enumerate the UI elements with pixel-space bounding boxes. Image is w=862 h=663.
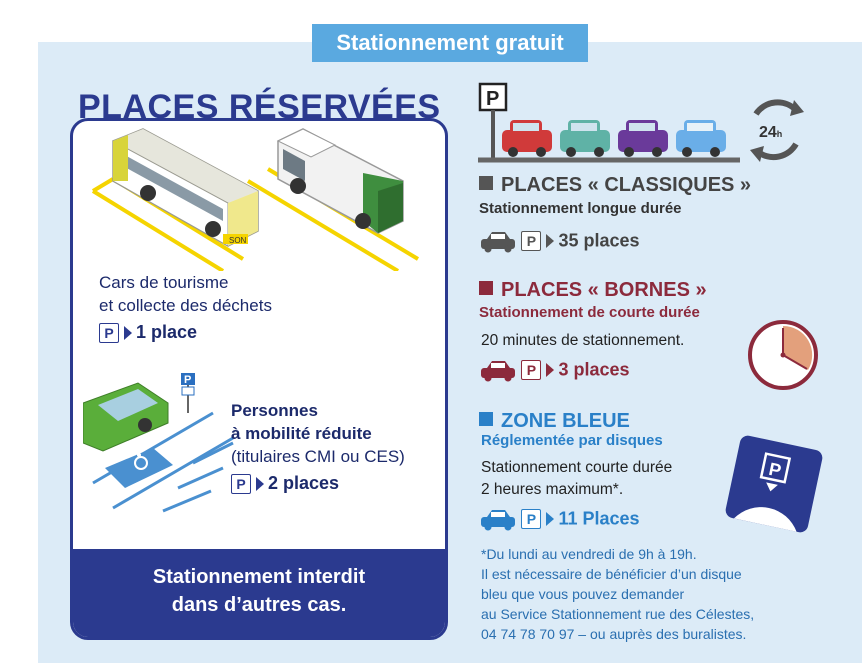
- square-marker-icon: [479, 281, 493, 295]
- parking-p-icon: P: [521, 231, 541, 251]
- bleue-count-row: [479, 507, 640, 531]
- bus-count-row: [99, 322, 197, 343]
- footnote-line1: *Du lundi au vendredi de 9h à 19h.: [481, 546, 697, 562]
- arrow-icon: [546, 363, 554, 377]
- footnote: [481, 544, 754, 644]
- bleue-count: 11 Places: [558, 508, 640, 529]
- pmr-count-row: [231, 473, 339, 494]
- reserved-card: [70, 118, 448, 640]
- bornes-subtitle: Stationnement de courte durée: [479, 304, 700, 321]
- parking-p-icon: P: [521, 360, 541, 380]
- car-icon: [479, 229, 517, 253]
- classiques-count-row: [479, 229, 640, 253]
- bus-label-line1: Cars de tourisme: [99, 273, 229, 292]
- bornes-count: 3 places: [558, 359, 630, 380]
- arrow-icon: [546, 234, 554, 248]
- bleue-subtitle: Réglementée par disques: [481, 432, 663, 449]
- bus-plate: SON: [229, 236, 247, 245]
- bornes-count-row: [479, 358, 630, 382]
- square-marker-icon: [479, 412, 493, 426]
- arrow-icon: [256, 477, 264, 491]
- car-icon: [479, 507, 517, 531]
- parking-p-icon: P: [99, 323, 119, 343]
- classiques-title: PLACES « CLASSIQUES »: [479, 174, 751, 197]
- pmr-label-line1: Personnes: [231, 401, 318, 420]
- car-purple-icon: [618, 120, 668, 157]
- square-marker-icon: [479, 176, 493, 190]
- bus-label-line2: et collecte des déchets: [99, 296, 272, 315]
- reserved-title: PLACES RÉSERVÉES: [78, 88, 441, 126]
- footnote-line2: Il est nécessaire de bénéficier d’un disque: [481, 566, 742, 582]
- pmr-sign-p: P: [184, 374, 192, 386]
- bleue-desc1: Stationnement courte durée: [481, 459, 673, 476]
- parking-disc-icon: [724, 434, 824, 534]
- parking-p-icon: P: [521, 509, 541, 529]
- pmr-label-line2: à mobilité réduite: [231, 424, 372, 443]
- car-green-icon: [560, 120, 610, 157]
- bleue-title: ZONE BLEUE: [479, 410, 630, 433]
- bus-truck-illustration: [73, 121, 445, 271]
- bleue-desc2: 2 heures maximum*.: [481, 481, 624, 498]
- car-blue-icon: [676, 120, 726, 157]
- top-sign-p: P: [486, 88, 500, 110]
- classiques-count: 35 places: [558, 230, 640, 251]
- footnote-line3: bleu que vous pouvez demander: [481, 586, 685, 602]
- classiques-subtitle: Stationnement longue durée: [479, 200, 682, 217]
- footnote-line5: 04 74 78 70 97 – ou auprès des buralistes.: [481, 626, 747, 642]
- parking-p-icon: P: [231, 474, 251, 494]
- footnote-line4: au Service Stationnement rue des Célestes,: [481, 606, 755, 622]
- banner-free-parking: Stationnement gratuit: [312, 24, 588, 62]
- car-red-icon: [502, 120, 552, 157]
- card-footer: [73, 549, 445, 637]
- footer-line2: dans d’autres cas.: [171, 594, 347, 616]
- clock-icon: [746, 318, 820, 392]
- bus-count: 1 place: [136, 322, 198, 342]
- disc-p: P: [767, 458, 783, 481]
- pmr-parking-illustration: [83, 373, 243, 523]
- bornes-title: PLACES « BORNES »: [479, 279, 707, 302]
- pmr-count: 2 places: [268, 473, 340, 493]
- arrow-icon: [124, 326, 132, 340]
- arrow-icon: [546, 512, 554, 526]
- hours-label: 24h: [759, 124, 783, 141]
- pmr-label-line3: (titulaires CMI ou CES): [231, 447, 405, 466]
- car-icon: [479, 358, 517, 382]
- bornes-desc: 20 minutes de stationnement.: [481, 332, 685, 349]
- footer-line1: Stationnement interdit: [152, 566, 366, 588]
- classic-parking-illustration: [478, 82, 818, 177]
